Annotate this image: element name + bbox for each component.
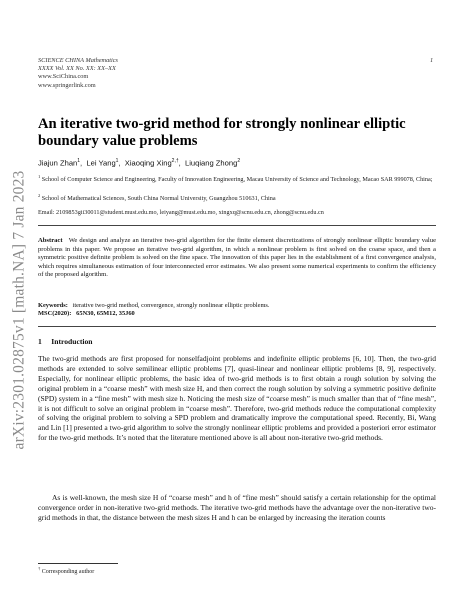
journal-name: SCIENCE CHINA Mathematics: [38, 57, 118, 64]
footnote-text: Corresponding author: [41, 569, 95, 575]
arxiv-identifier: arXiv:2301.02875v1 [math.NA] 7 Jan 2023: [10, 170, 28, 450]
author-affiliation-mark: 1: [115, 158, 119, 164]
affiliation-mark: 2: [38, 193, 41, 198]
affiliation-text: School of Mathematical Sciences, South China Normal University, Guangzhou 510631, China: [41, 195, 276, 203]
author-affiliation-mark: 2,†: [171, 158, 179, 164]
keywords-text: iterative two-grid method, convergence, strongly nonlinear elliptic problems.: [72, 302, 270, 309]
journal-url: www.SciChina.com: [38, 73, 89, 81]
publisher-url: www.springerlink.com: [38, 81, 96, 89]
footnote-mark: †: [38, 566, 41, 571]
msc-label: MSC(2020):: [38, 310, 72, 318]
author-list: Jiajun Zhan$^1$, Lei Yang$^1$, Xiaoqing Xing$^{2,\dagger}$, Liuqiang Zhong$^2$: [38, 158, 241, 168]
author-name: Liuqiang Zhong: [184, 158, 238, 168]
journal-issue: XXXX Vol. XX No. XX: XX–XX: [38, 65, 116, 73]
footnote: [38, 566, 94, 575]
divider-bottom: [38, 326, 436, 327]
journal-header: [38, 57, 358, 90]
email-line: Email: 2109853gii30011@student.must.edu.mo, leiyang@must.edu.mo, xingxq@scnu.edu.cn, zhong@scnu.edu.cn: [38, 209, 324, 216]
keywords-label: Keywords:: [38, 302, 68, 309]
author-name: Jiajun Zhan: [38, 158, 78, 168]
paper-title: An iterative two-grid method for strongly nonlinear elliptic boundary value problems: [38, 116, 406, 149]
keywords-block: [38, 302, 436, 319]
section-heading: [38, 337, 93, 346]
abstract-label: Abstract: [38, 237, 63, 244]
section-number: 1: [38, 337, 42, 346]
affiliation-mark: 1: [38, 174, 41, 179]
divider-top: [38, 225, 436, 226]
affiliation-1: [38, 173, 438, 184]
arxiv-stamp: [8, 120, 30, 500]
abstract: [38, 237, 436, 280]
msc-line: [38, 310, 436, 318]
affiliation-text: School of Computer Science and Engineering, Faculty of Innovation Engineering, Macau University of Science and Technology, Macao SAR 999078, China;: [41, 176, 433, 184]
abstract-text: We design and analyze an iterative two-grid algorithm for the finite element discretizations of strongly nonlinear elliptic boundary value problems in this paper. We propose an iterative two-grid algorithm, in which a nonlinear problem is first solved on the coarse space, and then a symmetric positive definite problem is solved on the fine space. The innovation of this paper lies in the establishment of a first convergence analysis, which requires simultaneous estimation of four interconnected error estimates. We also present some numerical experiments to confirm the efficiency of the proposed algorithm.: [38, 237, 436, 279]
keywords-line: [38, 302, 436, 310]
page-number: 1: [430, 57, 434, 64]
author-name: Xiaoqing Xing: [124, 158, 172, 168]
author-affiliation-mark: 1: [77, 158, 81, 164]
paragraph-2: As is well-known, the mesh size H of “coarse mesh” and h of “fine mesh” should satisfy a certain relationship for the optimal convergence order in non-iterative two-grid methods. The iterative two-grid methods have the advantage over the non-iterative two-grid methods in that, the distance between the mesh sizes H and h can be enlarged by increasing the iteration counts: [38, 493, 436, 522]
author-affiliation-mark: 2: [237, 158, 241, 164]
footnote-divider: [38, 563, 118, 564]
paragraph-1: The two-grid methods are first proposed for nonselfadjoint problems and indefinite elliptic problems [6, 10]. Then, the two-grid methods are extended to solve semilinear elliptic problems [7], quasi-linear and nonlinear elliptic problems [8, 9], respectively. Especially, for nonlinear elliptic problems, the basic idea of two-grid methods is to first obtain a rough solution by solving the original problem in a “coarse mesh” with mesh size H, and then correct the rough solution by solving a symmetric positive definite (SPD) system in a “fine mesh” with mesh size h. Noticing the mesh size of “coarse mesh” is much smaller than that of “fine mesh”, it is not difficult to solve an original problem in “coarse mesh”. Therefore, two-grid methods reduce the computational complexity of solving the original problem to solving a SPD problem and dramatically improve the computational speed. Recently, Bi, Wang and Lin [1] presented a two-grid algorithm to solve the strongly nonlinear elliptic problems and provided a posteriori error estimator for the two-grid methods. It’s noted that the literature mentioned above is all about non-iterative two-grid methods.: [38, 354, 436, 443]
affiliation-2: [38, 192, 438, 203]
author-name: Lei Yang: [86, 158, 116, 168]
section-title: Introduction: [51, 337, 93, 346]
msc-codes: 65N30, 65M12, 35J60: [76, 310, 135, 318]
